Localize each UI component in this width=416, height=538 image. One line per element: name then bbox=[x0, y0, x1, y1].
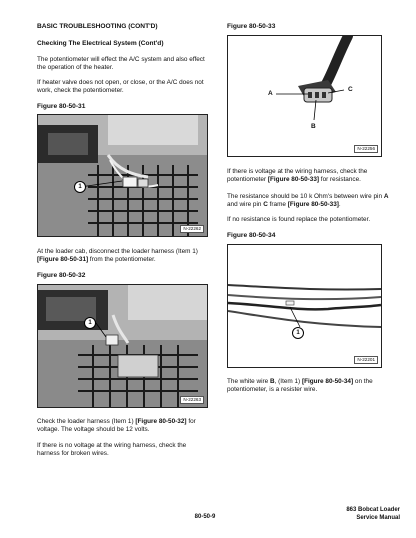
figure-reference: [Figure 80-50-33] bbox=[287, 201, 339, 209]
figure-80-50-33-title: Figure 80-50-33 bbox=[227, 23, 276, 30]
figure-code: N-22256 bbox=[354, 145, 378, 153]
callout-1: 1 bbox=[84, 317, 96, 329]
callout-1: 1 bbox=[74, 181, 86, 193]
manual-title-line2: Service Manual bbox=[356, 514, 400, 521]
figure-80-50-32-title: Figure 80-50-32 bbox=[37, 272, 86, 279]
figure-reference: [Figure 80-50-31] bbox=[37, 256, 89, 264]
figure-reference: [Figure 80-50-32] bbox=[135, 418, 187, 425]
figure-code: N-22263 bbox=[180, 396, 204, 404]
section-subheading: Checking The Electrical System (Cont'd) bbox=[37, 40, 164, 47]
resistance-spec-paragraph: The resistance should be 10 k Ohm's between wire pin A and wire pin C frame [Figure 80-50-33]. bbox=[227, 193, 389, 209]
figure-80-50-31-photo bbox=[37, 114, 208, 237]
pin-label-b: B bbox=[311, 123, 316, 130]
figure-80-50-34-photo bbox=[227, 244, 382, 368]
figure-code: N-22262 bbox=[180, 225, 204, 233]
voltage-paragraph: Check the loader harness (Item 1) [Figure 80-50-32] for voltage. The voltage should be 12 volts. bbox=[37, 418, 196, 434]
manual-title bbox=[300, 507, 400, 522]
section-heading: BASIC TROUBLESHOOTING (CONT'D) bbox=[37, 23, 158, 30]
figure-80-50-32-photo bbox=[37, 284, 208, 408]
page-number: 80-50-9 bbox=[194, 514, 216, 520]
figure-reference: [Figure 80-50-33] bbox=[267, 176, 320, 184]
manual-title-line1: 863 Bobcat Loader bbox=[346, 507, 400, 513]
figure-80-50-33-photo bbox=[227, 35, 382, 157]
disconnect-paragraph: At the loader cab, disconnect the loader harness (Item 1) [Figure 80-50-31] from the potentiometer. bbox=[37, 248, 198, 264]
resister-wire-paragraph: The white wire B, (Item 1) [Figure 80-50-34] on the potentiometer, is a resister wire. bbox=[227, 378, 373, 394]
pin-label-c: C bbox=[348, 86, 353, 93]
replace-paragraph: If no resistance is found replace the potentiometer. bbox=[227, 216, 371, 223]
intro-paragraph: The potentiometer will effect the A/C system and also effect the operation of the heater. bbox=[37, 56, 205, 72]
figure-code: N-22201 bbox=[354, 356, 378, 364]
figure-80-50-31-title: Figure 80-50-31 bbox=[37, 103, 86, 110]
check-paragraph: If heater valve does not open, or close, or the A/C does not work, check the potentiometer. bbox=[37, 79, 204, 95]
figure-80-50-34-title: Figure 80-50-34 bbox=[227, 232, 276, 239]
resistance-check-paragraph: If there is voltage at the wiring harness, check the potentiometer [Figure 80-50-33] for resistance. bbox=[227, 168, 368, 184]
figure-reference: [Figure 80-50-34] bbox=[301, 378, 354, 385]
pin-label-a: A bbox=[268, 90, 273, 97]
no-voltage-paragraph: If there is no voltage at the wiring harness, check the harness for broken wires. bbox=[37, 442, 187, 458]
callout-1: 1 bbox=[292, 327, 304, 339]
